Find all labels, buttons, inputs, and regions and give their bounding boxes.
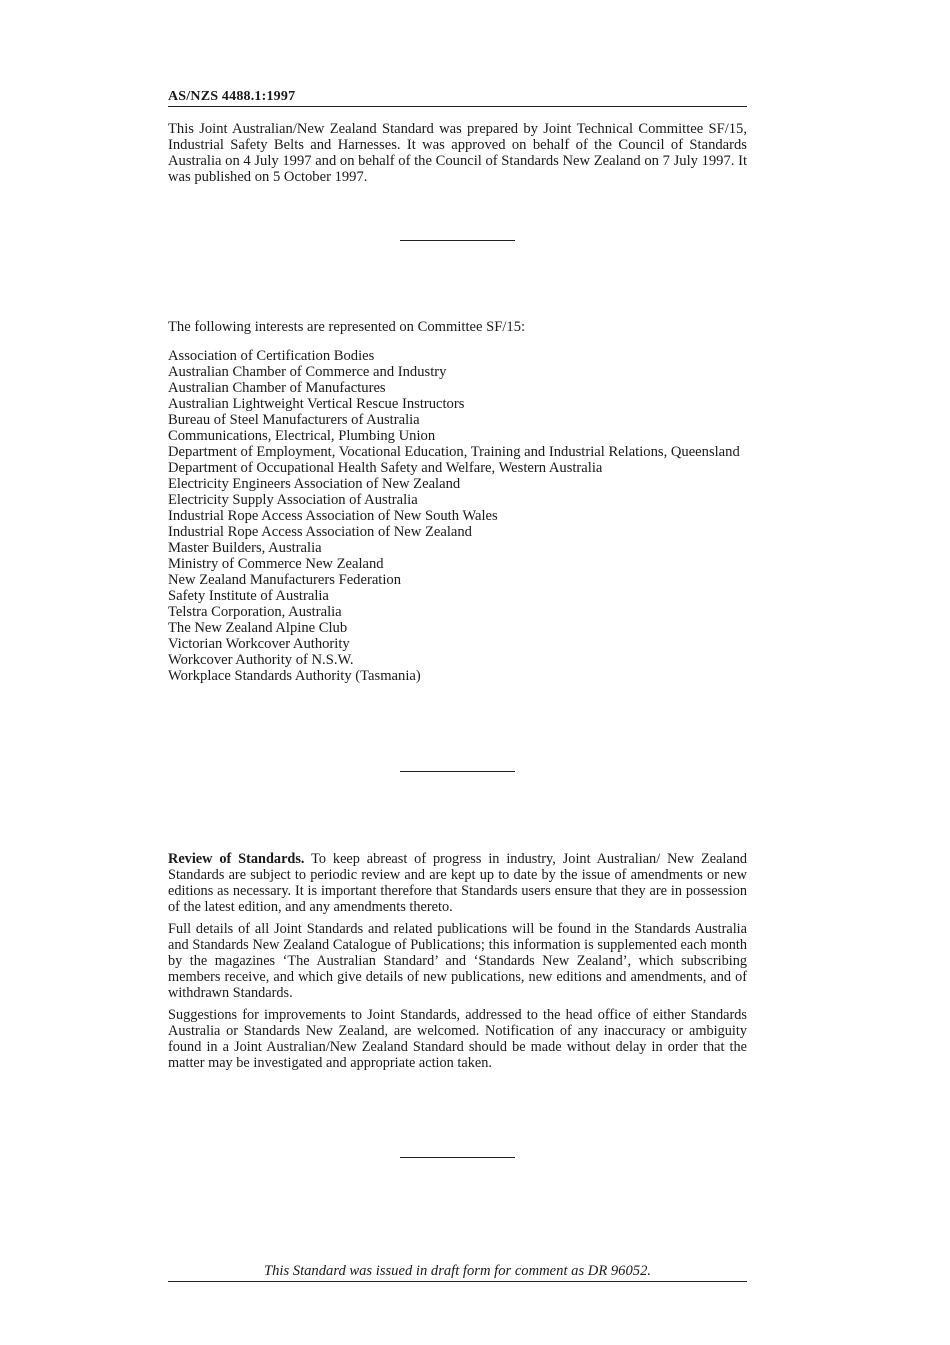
committee-member: Bureau of Steel Manufacturers of Australia (168, 412, 420, 428)
committee-member-list (168, 348, 747, 684)
draft-note: This Standard was issued in draft form for comment as DR 96052. (263, 1263, 652, 1279)
preparation-statement: This Joint Australian/New Zealand Standard was prepared by Joint Technical Committee SF/15, Industrial Safety Belts and Harnesses. It was approved on behalf of the Council of Standards Australia on 4 July 1997 and on behalf of the Council of Standards New Zealand on 7 July 1997. It was published on 5 October 1997. (168, 121, 747, 185)
committee-member: New Zealand Manufacturers Federation (168, 572, 401, 588)
review-paragraph-1-text: To keep abreast of progress in industry, Joint Australian/ New Zealand Standards are subject to periodic review and are kept up to date by the issue of amendments or new editions as necessary. It is important therefore that Standards users ensure that they are in possession of the latest edition, and any amendments thereto. (168, 851, 747, 915)
footer-rule (168, 1281, 747, 1282)
document-page (168, 0, 747, 1345)
committee-member: Safety Institute of Australia (168, 588, 329, 604)
committee-member: Australian Chamber of Manufactures (168, 380, 386, 396)
committee-member: Workcover Authority of N.S.W. (168, 652, 354, 668)
review-paragraph-3: Suggestions for improvements to Joint Standards, addressed to the head office of either Standards Australia or Standards New Zealand, are welcomed. Notification of any inaccuracy or ambiguity found in a Joint Australian/New Zealand Standard should be made without delay in order that the matter may be investigated and appropriate action taken. (168, 1007, 747, 1071)
section-divider (400, 1157, 515, 1158)
section-divider (400, 771, 515, 772)
committee-member: Electricity Engineers Association of New Zealand (168, 476, 461, 492)
committee-member: Australian Chamber of Commerce and Industry (168, 364, 447, 380)
committee-member: Victorian Workcover Authority (168, 636, 350, 652)
review-lead: Review of Standards. (168, 851, 305, 867)
header-rule (168, 106, 747, 107)
committee-member: Electricity Supply Association of Australia (168, 492, 418, 508)
review-paragraph-2: Full details of all Joint Standards and related publications will be found in the Standards Australia and Standards New Zealand Catalogue of Publications; this information is supplemented each month by the magazines ‘The Australian Standard’ and ‘Standards New Zealand’, which subscribing members receive, and which give details of new publications, new editions and amendments, and of withdrawn Standards. (168, 921, 747, 1001)
review-paragraph-1 (168, 851, 747, 915)
committee-member: Department of Employment, Vocational Education, Training and Industrial Relations, Queensland (168, 444, 740, 460)
committee-member: Industrial Rope Access Association of New South Wales (168, 508, 498, 524)
committee-member: Industrial Rope Access Association of New Zealand (168, 524, 472, 540)
committee-member: Telstra Corporation, Australia (168, 604, 342, 620)
committee-member: The New Zealand Alpine Club (168, 620, 348, 636)
committee-member: Communications, Electrical, Plumbing Union (168, 428, 436, 444)
committee-member: Ministry of Commerce New Zealand (168, 556, 384, 572)
committee-member: Workplace Standards Authority (Tasmania) (168, 668, 421, 684)
standard-code: AS/NZS 4488.1:1997 (168, 89, 296, 104)
committee-member: Association of Certification Bodies (168, 348, 375, 364)
review-of-standards-section (168, 851, 747, 1077)
committee-member: Australian Lightweight Vertical Rescue Instructors (168, 396, 465, 412)
committee-member: Department of Occupational Health Safety and Welfare, Western Australia (168, 460, 603, 476)
committee-heading: The following interests are represented on Committee SF/15: (168, 319, 526, 335)
section-divider (400, 240, 515, 241)
committee-member: Master Builders, Australia (168, 540, 322, 556)
